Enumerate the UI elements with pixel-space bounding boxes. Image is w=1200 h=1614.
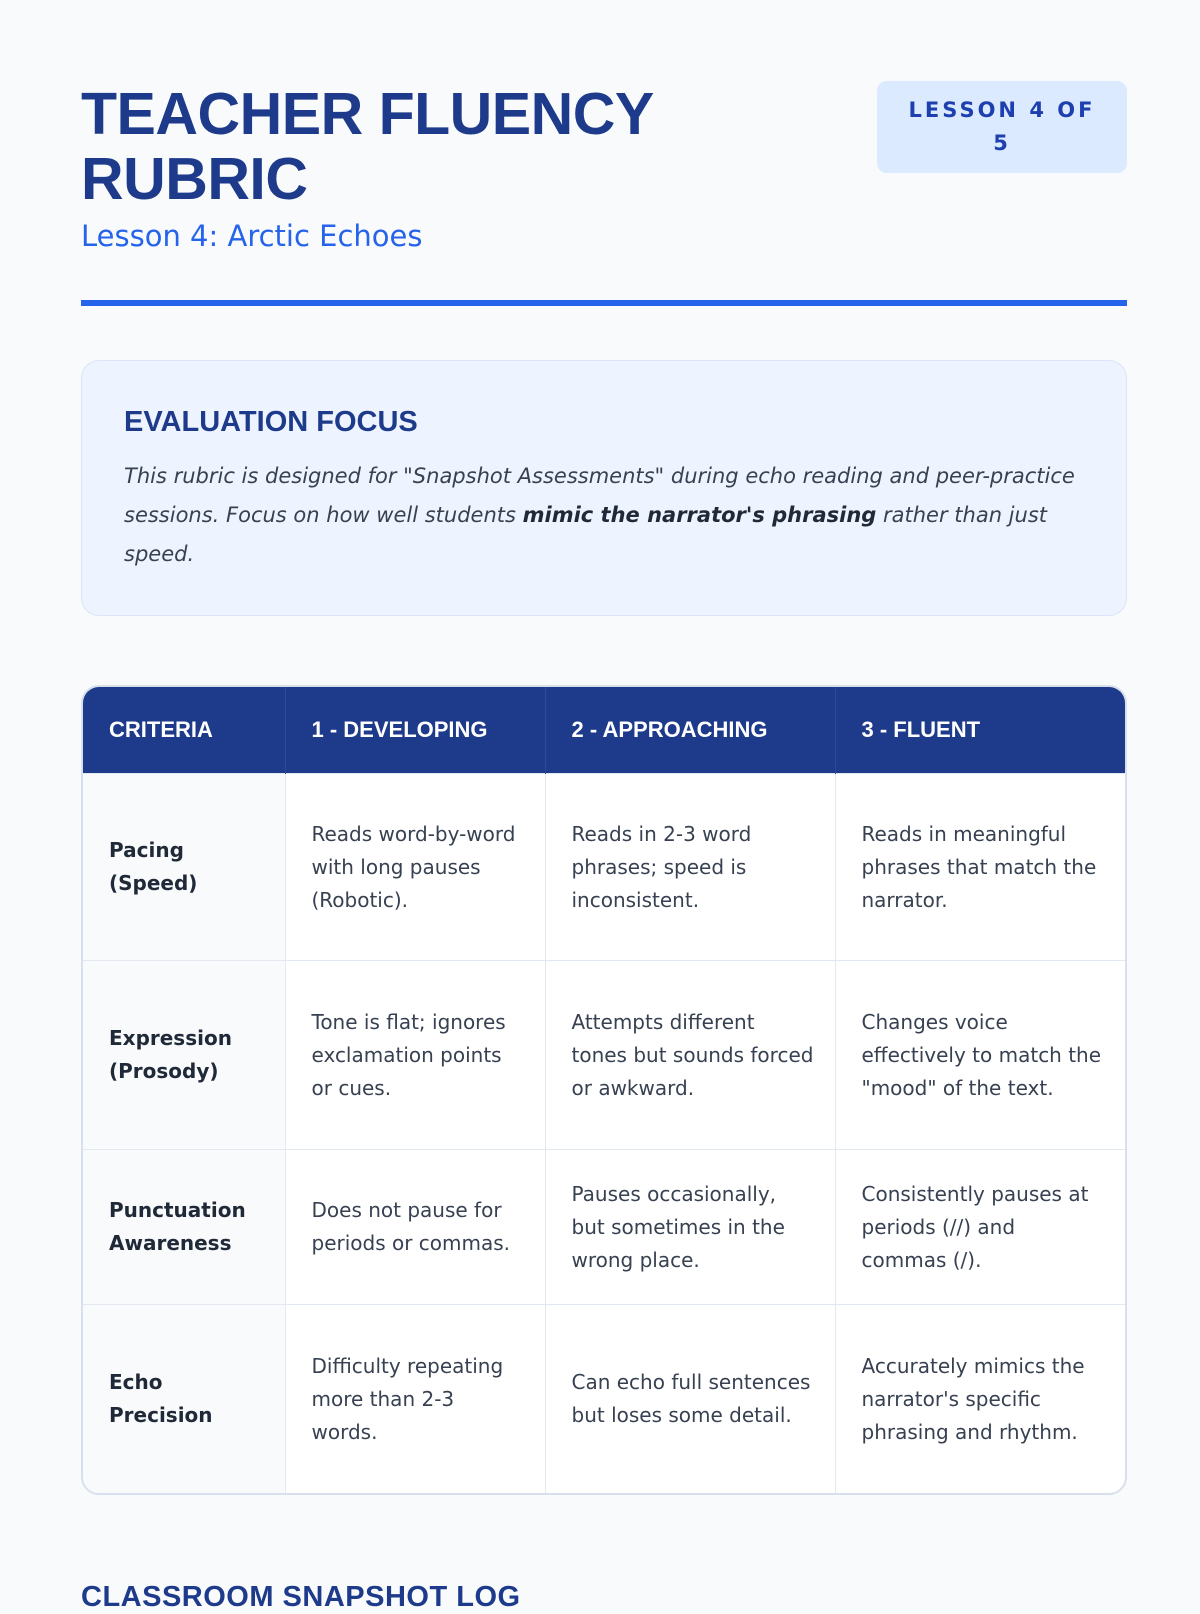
criteria-cell: Pacing (Speed) (83, 774, 285, 961)
criteria-cell: Punctuation Awareness (83, 1150, 285, 1305)
approaching-cell: Pauses occasionally, but sometimes in the wrong place. (545, 1150, 835, 1305)
evaluation-focus-box (81, 360, 1127, 616)
header-fluent: 3 - FLUENT (835, 687, 1125, 774)
fluent-cell: Accurately mimics the narrator's specific phrasing and rhythm. (835, 1305, 1125, 1494)
rubric-table (83, 687, 1125, 1493)
table-row (83, 1150, 1125, 1305)
rubric-table-container (81, 685, 1127, 1495)
rubric-page (81, 0, 1127, 1613)
fluent-cell: Reads in meaningful phrases that match the narrator. (835, 774, 1125, 961)
header-criteria: CRITERIA (83, 687, 285, 774)
evaluation-focus-heading: EVALUATION FOCUS (124, 406, 418, 438)
approaching-cell: Attempts different tones but sounds forced or awkward. (545, 961, 835, 1150)
lesson-badge: LESSON 4 OF 5 (877, 81, 1127, 173)
table-row (83, 774, 1125, 961)
table-row (83, 961, 1125, 1150)
lesson-subtitle: Lesson 4: Arctic Echoes (81, 219, 423, 253)
developing-cell: Reads word-by-word with long pauses (Robotic). (285, 774, 545, 961)
snapshot-log-heading: CLASSROOM SNAPSHOT LOG (81, 1581, 521, 1613)
developing-cell: Difficulty repeating more than 2-3 words. (285, 1305, 545, 1494)
approaching-cell: Can echo full sentences but loses some detail. (545, 1305, 835, 1494)
page-title: TEACHER FLUENCY RUBRIC (81, 81, 653, 212)
table-row (83, 1305, 1125, 1494)
header-developing: 1 - DEVELOPING (285, 687, 545, 774)
focus-text-start: This rubric is designed for "Snapshot Assessments" during echo reading and peer-practice sessions. Focus on how well students (124, 464, 1075, 527)
header-approaching: 2 - APPROACHING (545, 687, 835, 774)
approaching-cell: Reads in 2-3 word phrases; speed is inconsistent. (545, 774, 835, 961)
focus-text-emphasis: mimic the narrator's phrasing (522, 503, 877, 527)
focus-text-end: rather than just speed. (124, 503, 1047, 566)
header-divider (81, 300, 1127, 306)
evaluation-focus-text (124, 457, 1084, 574)
fluent-cell: Consistently pauses at periods (//) and commas (/). (835, 1150, 1125, 1305)
rubric-header-row (83, 687, 1125, 774)
criteria-cell: Echo Precision (83, 1305, 285, 1494)
developing-cell: Does not pause for periods or commas. (285, 1150, 545, 1305)
developing-cell: Tone is flat; ignores exclamation points or cues. (285, 961, 545, 1150)
page-header (81, 0, 1127, 306)
criteria-cell: Expression (Prosody) (83, 961, 285, 1150)
fluent-cell: Changes voice effectively to match the "mood" of the text. (835, 961, 1125, 1150)
